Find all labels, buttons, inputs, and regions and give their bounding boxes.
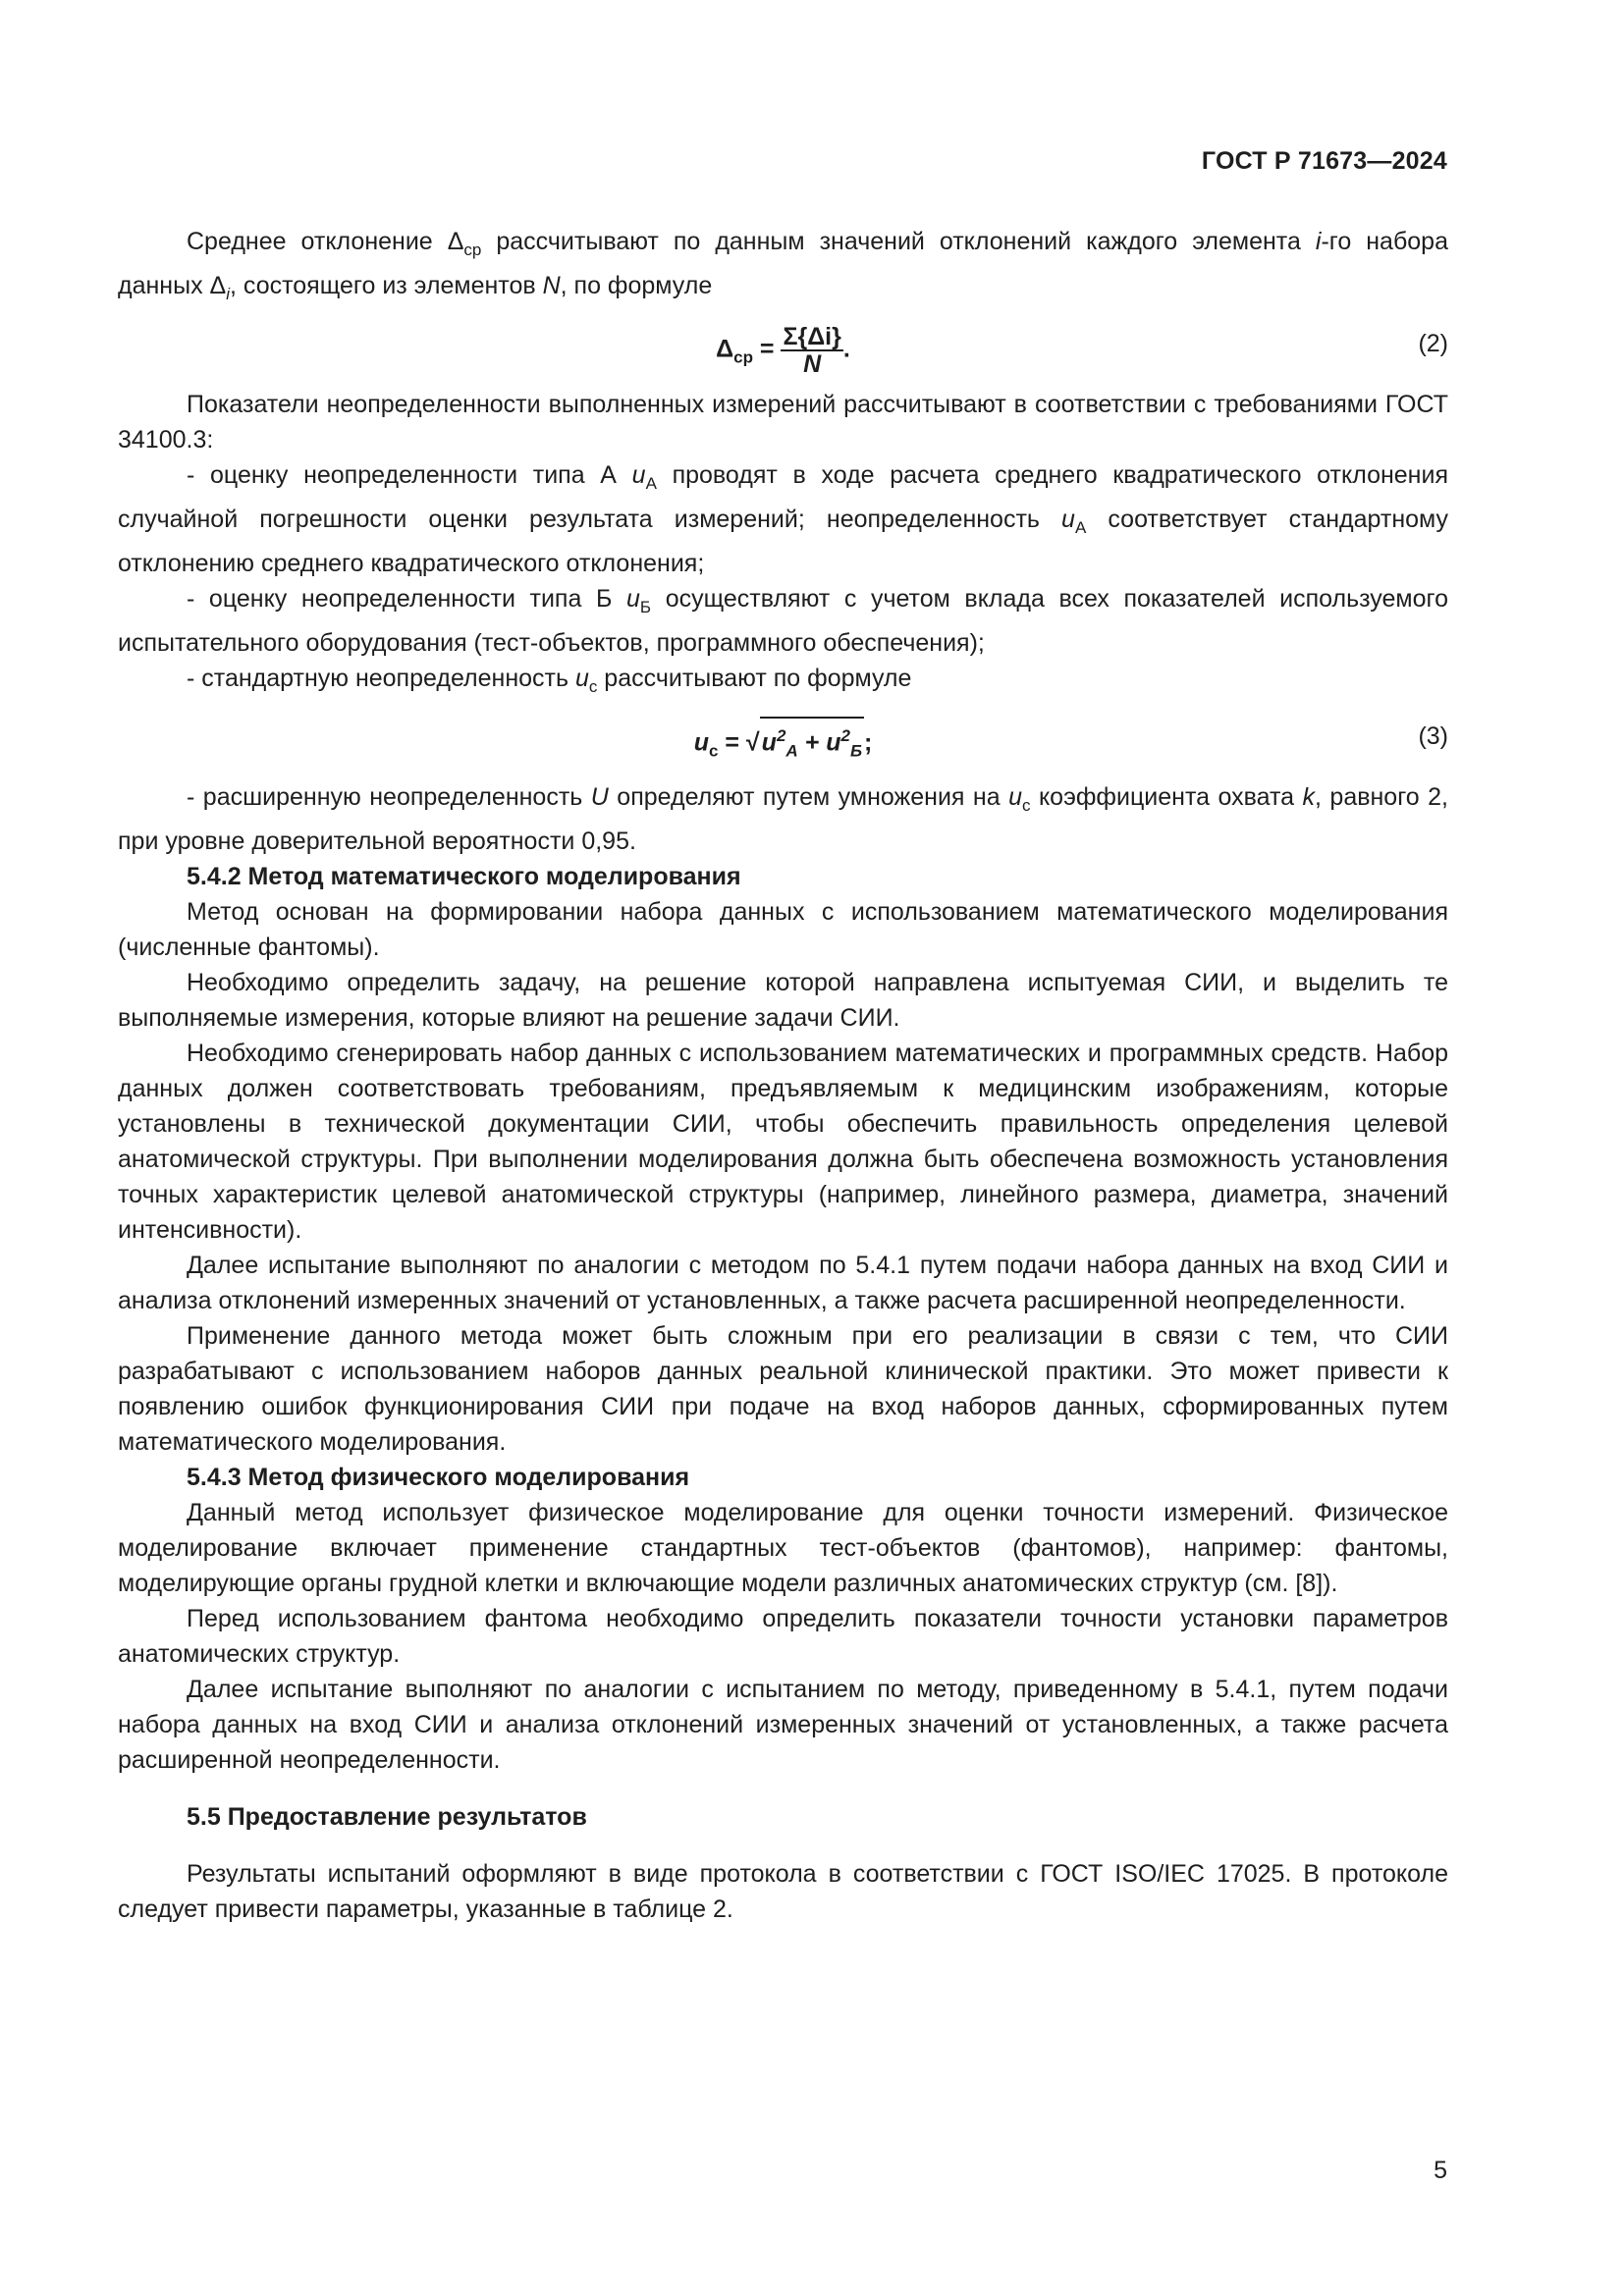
paragraph: Применение данного метода может быть сложным при его реализации в связи с тем, что СИИ разрабатывают с использованием наборов данных реальной клинической практики. Это может привести к появлению ошибок функционирования СИИ при подаче на вход наборов данных, сформированных путем математического моделирования.: [118, 1322, 1448, 1456]
paragraph: - расширенную неопределенность U определяют путем умножения на $u_с$ коэффициента охвата k, равного 2, при уровне доверительной вероятности 0,95.: [118, 783, 1448, 855]
paragraph: Среднее отклонение $\Delta_{ср}$ рассчитывают по данным значений отклонений каждого элемента i-го набора данных $\Delta_i$, состоящего из элементов N, по формуле: [118, 228, 1448, 303]
paragraph: Перед использованием фантома необходимо определить показатели точности установки параметров анатомических структур.: [118, 1605, 1448, 1668]
page-number: 5: [1434, 2157, 1447, 2184]
paragraph: Данный метод использует физическое моделирование для оценки точности измерений. Физическое моделирование включает применение стандартных тест-объектов (фантомов), например: фантомы, моделирующие органы грудной клетки и включающие модели различных анатомических структур (см. [8]).: [118, 1499, 1448, 1597]
section-heading-5-5: 5.5 Предоставление результатов: [187, 1803, 587, 1831]
formula-2-expression: $\Delta_{ср}$ = $\frac{\Sigma\{\Delta i\}}{N}$ .: [716, 323, 850, 378]
section-heading-5-4-2: 5.4.2 Метод математического моделирования: [187, 863, 741, 890]
paragraph: Результаты испытаний оформляют в виде протокола в соответствии с ГОСТ ISO/IEC 17025. В протоколе следует привести параметры, указанные в таблице 2.: [118, 1860, 1448, 1923]
paragraph: Необходимо определить задачу, на решение которой направлена испытуемая СИИ, и выделить те выполняемые измерения, которые влияют на решение задачи СИИ.: [118, 969, 1448, 1032]
spacer: [118, 1835, 1448, 1856]
formula-2-number: (2): [1418, 330, 1448, 357]
paragraph: Далее испытание выполняют по аналогии с методом по 5.4.1 путем подачи набора данных на вход СИИ и анализа отклонений измеренных значений от установленных, а также расчета расширенной неопределенности.: [118, 1252, 1448, 1314]
paragraph: - стандартную неопределенность $u_с$ рассчитывают по формуле: [187, 665, 912, 696]
spacer: [118, 1778, 1448, 1799]
paragraph: Необходимо сгенерировать набор данных с использованием математических и программных средств. Набор данных должен соответствовать требованиям, предъявляемым к медицинским изображениям, которые установлены в технической документации СИИ, чтобы обеспечить правильность определения целевой анатомической структуры. При выполнении моделирования должна быть обеспечена возможность установления точных характеристик целевой анатомической структуры (например, линейного размера, диаметра, значений интенсивности).: [118, 1040, 1448, 1244]
paragraph: Показатели неопределенности выполненных измерений рассчитывают в соответствии с требованиями ГОСТ 34100.3:: [118, 391, 1448, 454]
formula-3: [118, 709, 1448, 774]
paragraph: - оценку неопределенности типа Б $u_Б$ осуществляют с учетом вклада всех показателей используемого испытательного оборудования (тест-объектов, программного обеспечения);: [118, 585, 1448, 657]
paragraph: Далее испытание выполняют по аналогии с испытанием по методу, приведенному в 5.4.1, путем подачи набора данных на вход СИИ и анализа отклонений измеренных значений от установленных, а также расчета расширенной неопределенности.: [118, 1676, 1448, 1774]
document-header: ГОСТ Р 71673—2024: [1201, 147, 1447, 175]
paragraph: - оценку неопределенности типа А $u_А$ проводят в ходе расчета среднего квадратического отклонения случайной погрешности оценки результата измерений; неопределенность $u_А$ соответствует стандартному отклонению среднего квадратического отклонения;: [118, 461, 1448, 577]
section-heading-5-4-3: 5.4.3 Метод физического моделирования: [187, 1464, 690, 1491]
paragraph: Метод основан на формировании набора данных с использованием математического моделирования (численные фантомы).: [118, 898, 1448, 961]
formula-3-expression: $u_с = √u^2_А + u^2_Б$;: [118, 717, 1448, 769]
document-body: [118, 224, 1448, 1927]
formula-3-number: (3): [1418, 722, 1448, 750]
formula-2: [118, 316, 1448, 381]
